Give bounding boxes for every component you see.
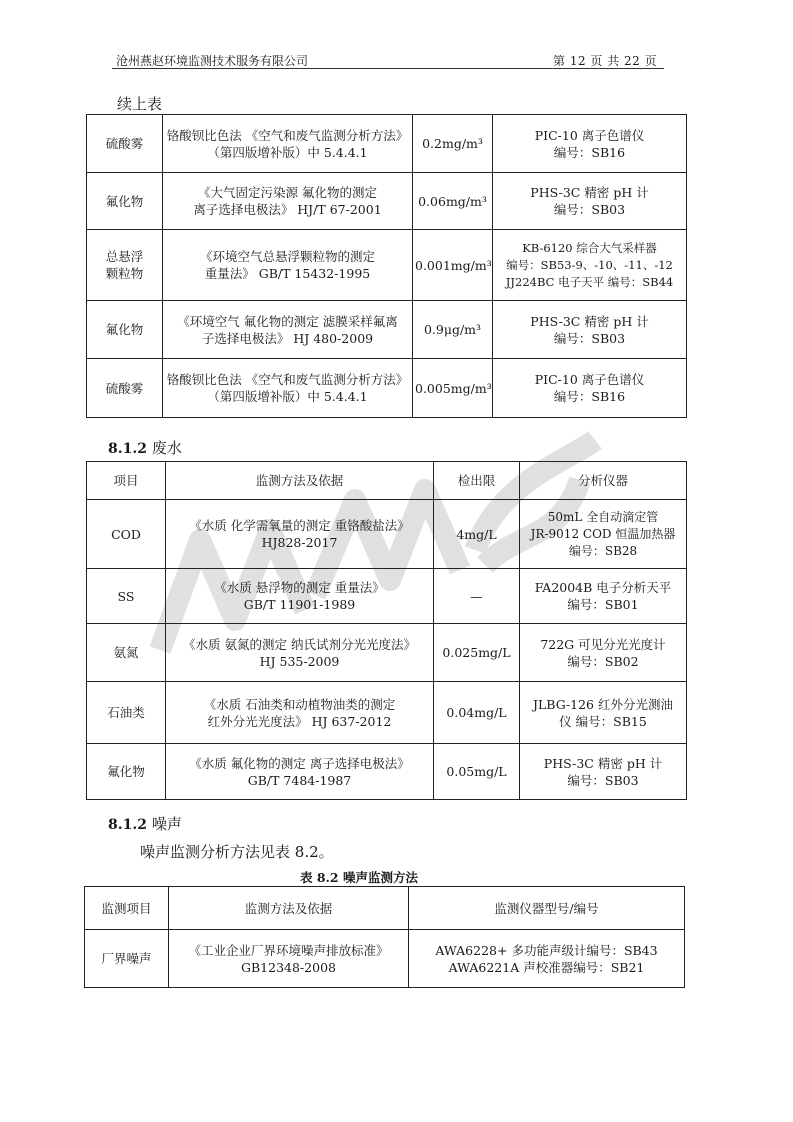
item-cell: 硫酸雾 — [87, 115, 163, 173]
noise-method-table — [84, 886, 685, 988]
section-title: 噪声 — [151, 815, 182, 833]
column-header: 监测项目 — [85, 887, 169, 930]
table-row — [87, 744, 687, 800]
table-row — [85, 930, 685, 988]
limit-cell: 4mg/L — [434, 500, 520, 569]
limit-cell: 0.005mg/m³ — [413, 359, 493, 418]
column-header: 监测方法及依据 — [169, 887, 409, 930]
table-row — [87, 301, 687, 359]
instrument-cell: PHS-3C 精密 pH 计 编号：SB03 — [493, 173, 687, 230]
method-cell: 《工业企业厂界环境噪声排放标准》 GB12348-2008 — [169, 930, 409, 988]
table-header-row — [87, 462, 687, 500]
method-cell: 《环境空气总悬浮颗粒物的测定 重量法》 GB/T 15432-1995 — [163, 230, 413, 301]
instrument-cell: AWA6228+ 多功能声级计编号：SB43 AWA6221A 声校准器编号：SB21 — [409, 930, 685, 988]
item-cell: 氟化物 — [87, 173, 163, 230]
item-cell: 总悬浮 颗粒物 — [87, 230, 163, 301]
instrument-cell: KB-6120 综合大气采样器 编号：SB53-9、-10、-11、-12 JJ224BC 电子天平 编号：SB44 — [493, 230, 687, 301]
item-cell: 氨氮 — [87, 624, 166, 682]
limit-cell: 0.06mg/m³ — [413, 173, 493, 230]
method-cell: 《水质 氟化物的测定 离子选择电极法》 GB/T 7484-1987 — [166, 744, 434, 800]
table-row — [87, 359, 687, 418]
table-row — [87, 230, 687, 301]
table-caption: 表 8.2 噪声监测方法 — [300, 870, 418, 885]
header-divider — [112, 68, 664, 69]
limit-cell: 0.05mg/L — [434, 744, 520, 800]
column-header: 监测方法及依据 — [166, 462, 434, 500]
instrument-cell: 50mL 全自动滴定管 JR-9012 COD 恒温加热器 编号：SB28 — [520, 500, 687, 569]
method-cell: 《水质 氨氮的测定 纳氏试剂分光光度法》 HJ 535-2009 — [166, 624, 434, 682]
table-row — [87, 500, 687, 569]
noise-paragraph: 噪声监测分析方法见表 8.2。 — [140, 843, 334, 861]
column-header: 检出限 — [434, 462, 520, 500]
limit-cell: 0.9μg/m³ — [413, 301, 493, 359]
limit-cell: — — [434, 569, 520, 624]
item-cell: 石油类 — [87, 682, 166, 744]
item-cell: 氟化物 — [87, 301, 163, 359]
limit-cell: 0.001mg/m³ — [413, 230, 493, 301]
continued-label: 续上表 — [117, 95, 163, 113]
air-method-table — [86, 114, 687, 418]
instrument-cell: FA2004B 电子分析天平 编号：SB01 — [520, 569, 687, 624]
column-header: 分析仪器 — [520, 462, 687, 500]
instrument-cell: PHS-3C 精密 pH 计 编号：SB03 — [493, 301, 687, 359]
limit-cell: 0.2mg/m³ — [413, 115, 493, 173]
table-row — [87, 682, 687, 744]
limit-cell: 0.04mg/L — [434, 682, 520, 744]
method-cell: 《大气固定污染源 氟化物的测定 离子选择电极法》 HJ/T 67-2001 — [163, 173, 413, 230]
section-number: 8.1.2 — [108, 441, 147, 457]
wastewater-method-table — [86, 461, 687, 800]
item-cell: COD — [87, 500, 166, 569]
table-row — [87, 173, 687, 230]
table-row — [87, 569, 687, 624]
method-cell: 《水质 化学需氧量的测定 重铬酸盐法》 HJ828-2017 — [166, 500, 434, 569]
table-header-row — [85, 887, 685, 930]
section-heading-wastewater — [108, 437, 182, 458]
method-cell: 铬酸钡比色法 《空气和废气监测分析方法》 （第四版增补版）中 5.4.4.1 — [163, 115, 413, 173]
table-row — [87, 115, 687, 173]
column-header: 项目 — [87, 462, 166, 500]
item-cell: 厂界噪声 — [85, 930, 169, 988]
section-number: 8.1.2 — [108, 817, 147, 833]
instrument-cell: JLBG-126 红外分光测油 仪 编号：SB15 — [520, 682, 687, 744]
instrument-cell: PIC-10 离子色谱仪 编号：SB16 — [493, 359, 687, 418]
company-name: 沧州燕赵环境监测技术服务有限公司 — [116, 54, 309, 68]
section-title: 废水 — [151, 439, 182, 457]
item-cell: 硫酸雾 — [87, 359, 163, 418]
instrument-cell: PIC-10 离子色谱仪 编号：SB16 — [493, 115, 687, 173]
table-row — [87, 624, 687, 682]
instrument-cell: 722G 可见分光光度计 编号：SB02 — [520, 624, 687, 682]
instrument-cell: PHS-3C 精密 pH 计 编号：SB03 — [520, 744, 687, 800]
column-header: 监测仪器型号/编号 — [409, 887, 685, 930]
limit-cell: 0.025mg/L — [434, 624, 520, 682]
method-cell: 《环境空气 氟化物的测定 滤膜采样氟离 子选择电极法》 HJ 480-2009 — [163, 301, 413, 359]
item-cell: SS — [87, 569, 166, 624]
method-cell: 铬酸钡比色法 《空气和废气监测分析方法》 （第四版增补版）中 5.4.4.1 — [163, 359, 413, 418]
section-heading-noise — [108, 813, 182, 834]
method-cell: 《水质 石油类和动植物油类的测定 红外分光光度法》 HJ 637-2012 — [166, 682, 434, 744]
method-cell: 《水质 悬浮物的测定 重量法》 GB/T 11901-1989 — [166, 569, 434, 624]
item-cell: 氟化物 — [87, 744, 166, 800]
page-indicator: 第 12 页 共 22 页 — [553, 54, 658, 68]
